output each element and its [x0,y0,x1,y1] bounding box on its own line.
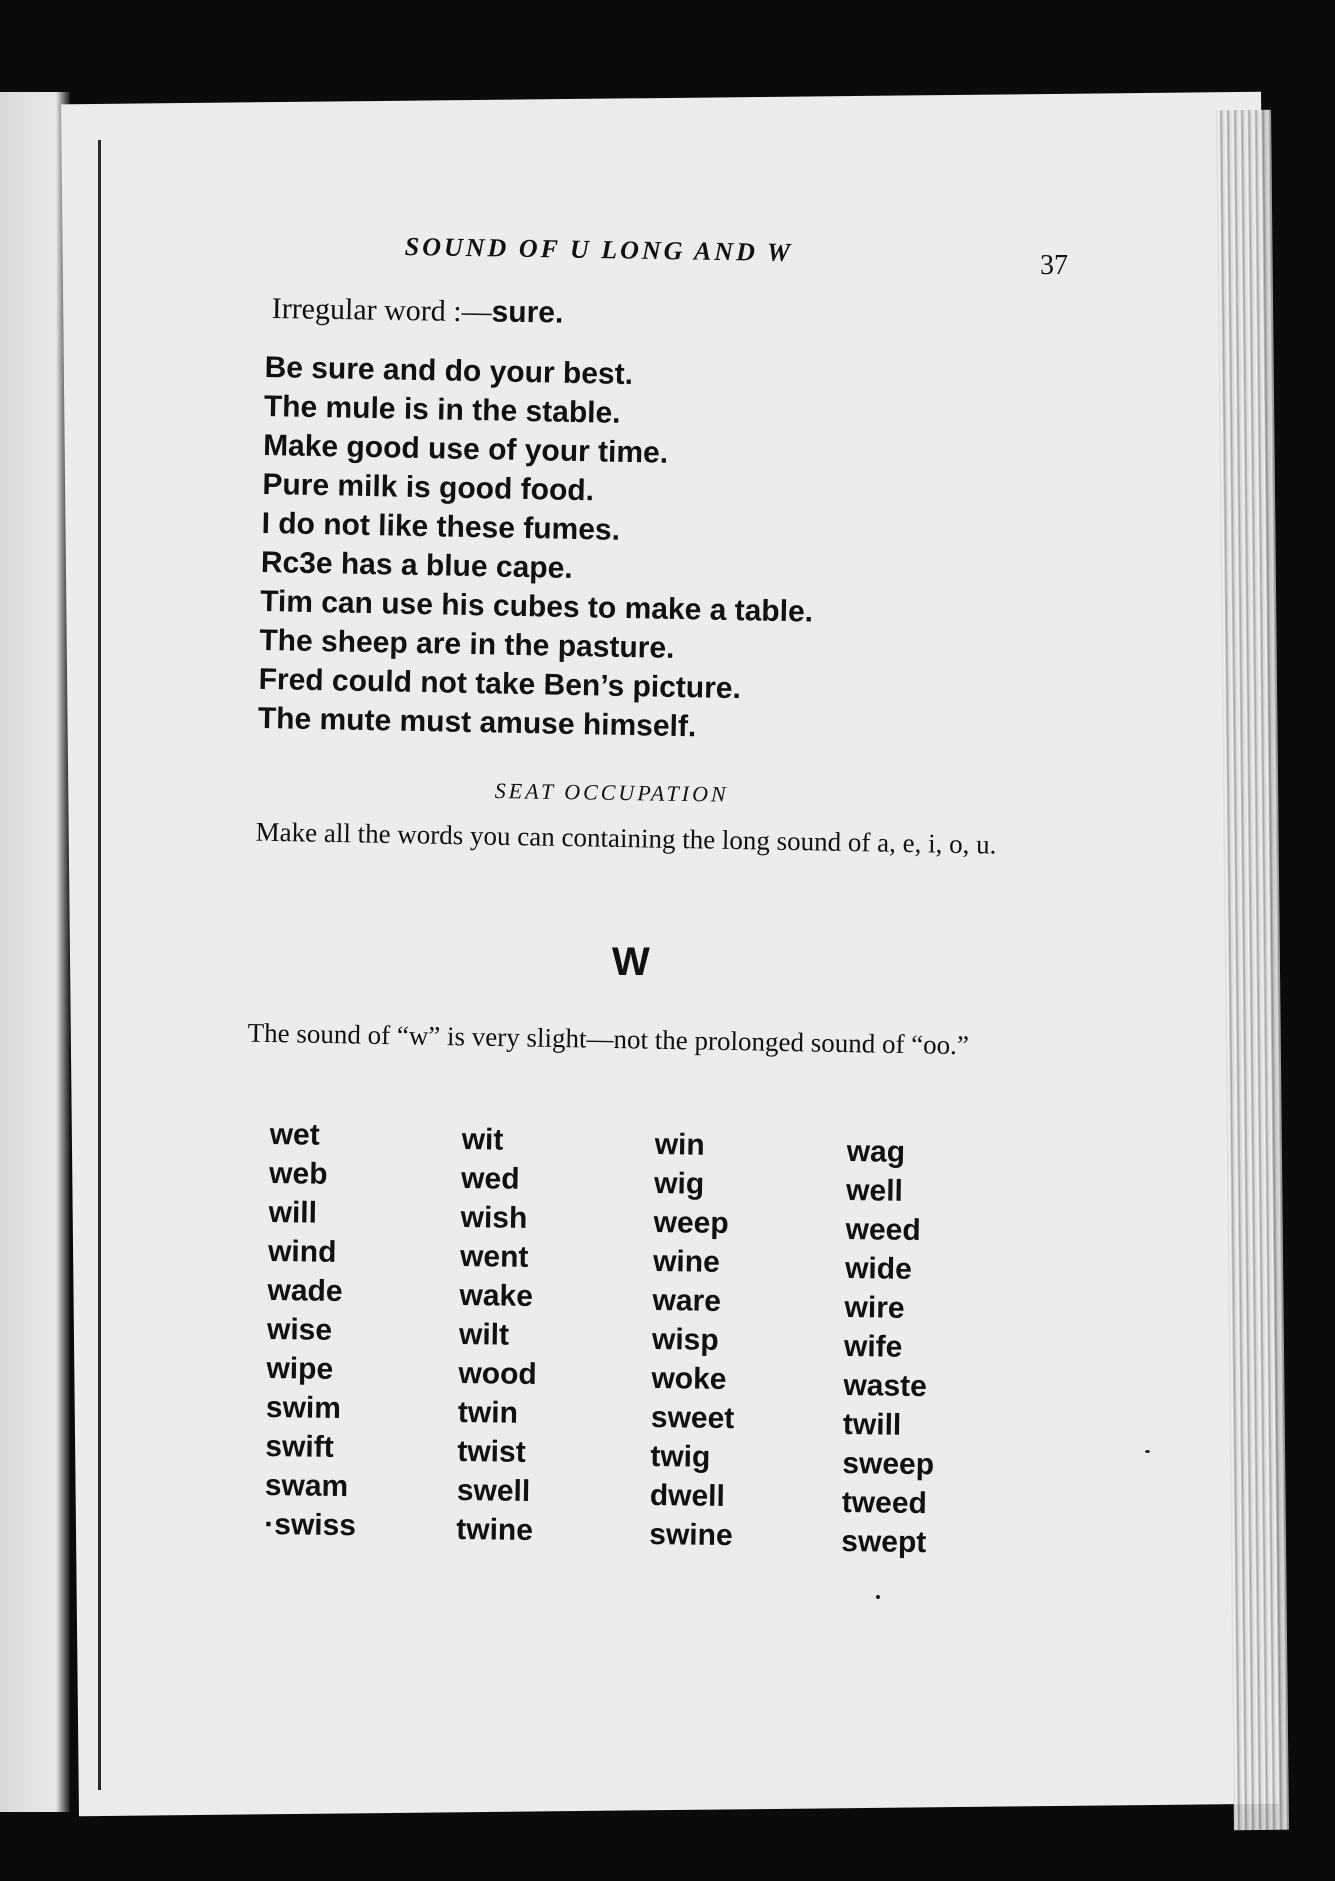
word-list-item: sweet [650,1400,735,1436]
sentence: Fred could not take Ben’s picture. [258,662,742,706]
word-list-item: wig [653,1166,705,1201]
word-list-item: wag [846,1134,906,1169]
word-list-item: swift [265,1429,334,1464]
w-sound-body: The sound of “w” is very slight—not the prolonged sound of “oo.” [247,1017,970,1061]
practice-sentences [258,348,965,751]
scan-speck [876,1595,880,1599]
word-list-item: woke [651,1361,727,1397]
word-list-item: wit [461,1122,504,1157]
word-list-item: twist [457,1434,526,1469]
word-list-item: wire [844,1290,905,1325]
word-list-item: will [268,1195,318,1230]
word-list-item: web [268,1156,328,1191]
word-list-item: twin [457,1395,519,1430]
word-list-item: win [654,1127,705,1162]
word-list-item: wise [266,1312,333,1347]
sentence: I do not like these fumes. [261,506,621,547]
sentence: Pure milk is good food. [262,467,595,508]
word-list-item: wake [459,1278,534,1314]
word-list-item: swine [649,1517,733,1553]
word-list-item: wide [844,1251,913,1286]
word-list-item: wipe [266,1351,334,1386]
word-list-item: wed [460,1161,520,1196]
sentence: Rc3e has a blue cape. [260,545,573,585]
sentence: The mute must amuse himself. [257,701,697,744]
word-list-item: weed [845,1212,921,1248]
seat-occupation-heading: SEAT OCCUPATION [494,778,729,807]
word-list-item: waste [843,1368,928,1404]
irregular-word-label: Irregular word :— [271,292,492,329]
word-list-item: swim [265,1390,342,1426]
word-list-item: weep [653,1205,729,1241]
word-list-item: twine [456,1512,534,1548]
word-list-item: tweed [841,1485,928,1521]
word-list-item: sweep [842,1446,935,1482]
running-head: SOUND OF U LONG AND W [404,232,794,268]
word-list-item: wade [267,1273,343,1309]
word-list-item: wine [652,1244,721,1279]
word-column-2 [456,1120,622,1551]
scan-speck [1145,1450,1150,1453]
word-list-item: swell [456,1473,531,1508]
word-list-item: ·swiss [264,1507,357,1543]
irregular-word: sure. [491,295,564,330]
word-column-3 [649,1125,815,1556]
irregular-word-line [271,292,563,331]
seat-occupation-text [219,812,1050,864]
word-list-item: wilt [458,1317,510,1352]
seat-occupation-body: Make all the words you can containing the long sound of a, e, i, o, u. [255,816,997,860]
word-column-1 [264,1115,430,1546]
w-sound-text [211,1013,1047,1066]
sentence: Make good use of your time. [262,428,669,470]
word-list-item: ware [652,1283,722,1318]
word-list-item: swept [841,1524,927,1560]
sentence: Tim can use his cubes to make a table. [259,584,814,629]
word-list-item: swam [264,1468,349,1504]
word-list-item: dwell [649,1478,726,1514]
word-column-4 [841,1132,1007,1563]
word-list-item: well [845,1173,904,1208]
word-list-item: wisp [651,1322,719,1357]
word-list-item: twill [842,1407,902,1442]
word-list-item: wood [458,1356,537,1392]
page-number: 37 [1040,250,1068,281]
word-list-item: wet [269,1117,320,1152]
word-list-item: wife [843,1329,903,1364]
sentence: Be sure and do your best. [264,350,634,392]
section-letter-w: W [612,940,650,984]
word-list-item: wind [267,1234,337,1269]
sentence: The sheep are in the pasture. [259,623,675,665]
word-list-item: twig [650,1439,711,1474]
sentence: The mule is in the stable. [263,389,621,430]
word-list-item: went [459,1239,529,1274]
word-list-item: wish [460,1200,528,1235]
